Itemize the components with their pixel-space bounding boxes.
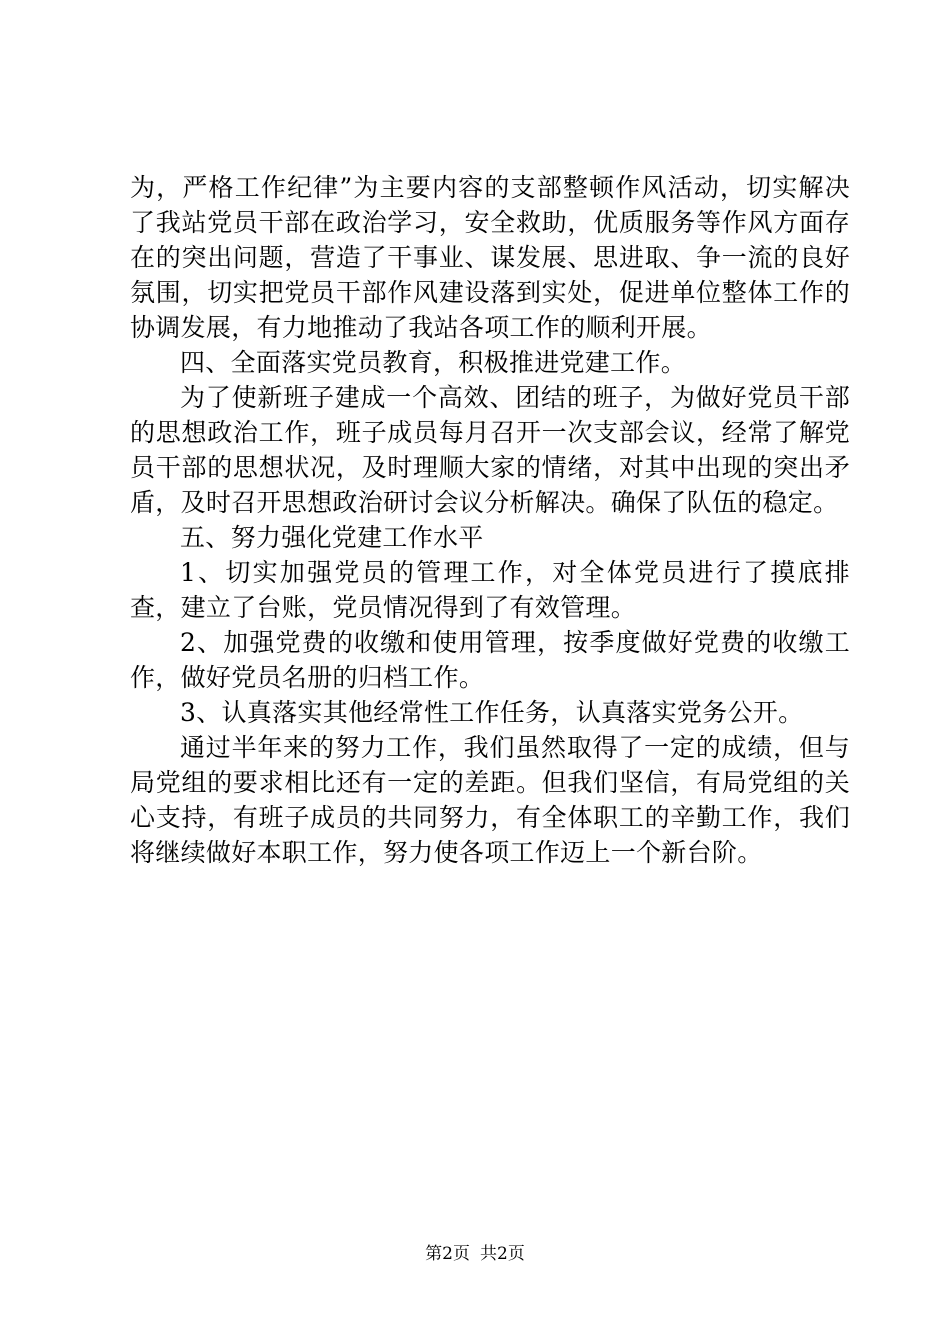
page-footer bbox=[0, 1244, 950, 1264]
document-body bbox=[130, 170, 850, 870]
list-item-1: 1、切实加强党员的管理工作，对全体党员进行了摸底排查，建立了台账，党员情况得到了有效管理。 bbox=[130, 558, 850, 622]
page-number-total: 共2页 bbox=[480, 1244, 525, 1264]
closing-paragraph: 通过半年来的努力工作，我们虽然取得了一定的成绩，但与局党组的要求相比还有一定的差距。但我们坚信，有局党组的关心支持，有班子成员的共同努力，有全体职工的辛勤工作，我们将继续做好本职工作，努力使各项工作迈上一个新台阶。 bbox=[130, 733, 850, 867]
list-item-3: 3、认真落实其他经常性工作任务，认真落实党务公开。 bbox=[180, 698, 804, 727]
paragraph-2: 为了使新班子建成一个高效、团结的班子，为做好党员干部的思想政治工作，班子成员每月召开一次支部会议，经常了解党员干部的思想状况，及时理顺大家的情绪，对其中出现的突出矛盾，及时召开思想政治研讨会议分析解决。确保了队伍的稳定。 bbox=[130, 383, 850, 517]
paragraph-1: 为，严格工作纪律”为主要内容的支部整顿作风活动，切实解决了我站党员干部在政治学习，安全救助，优质服务等作风方面存在的突出问题，营造了干事业、谋发展、思进取、争一流的良好氛围，切实把党员干部作风建设落到实处，促进单位整体工作的协调发展，有力地推动了我站各项工作的顺利开展。 bbox=[130, 173, 850, 342]
section-heading-5: 五、努力强化党建工作水平 bbox=[180, 523, 484, 552]
section-heading-4: 四、全面落实党员教育，积极推进党建工作。 bbox=[180, 348, 687, 377]
page-number-current: 第2页 bbox=[425, 1244, 470, 1264]
list-item-2: 2、加强党费的收缴和使用管理，按季度做好党费的收缴工作，做好党员名册的归档工作。 bbox=[130, 628, 850, 692]
